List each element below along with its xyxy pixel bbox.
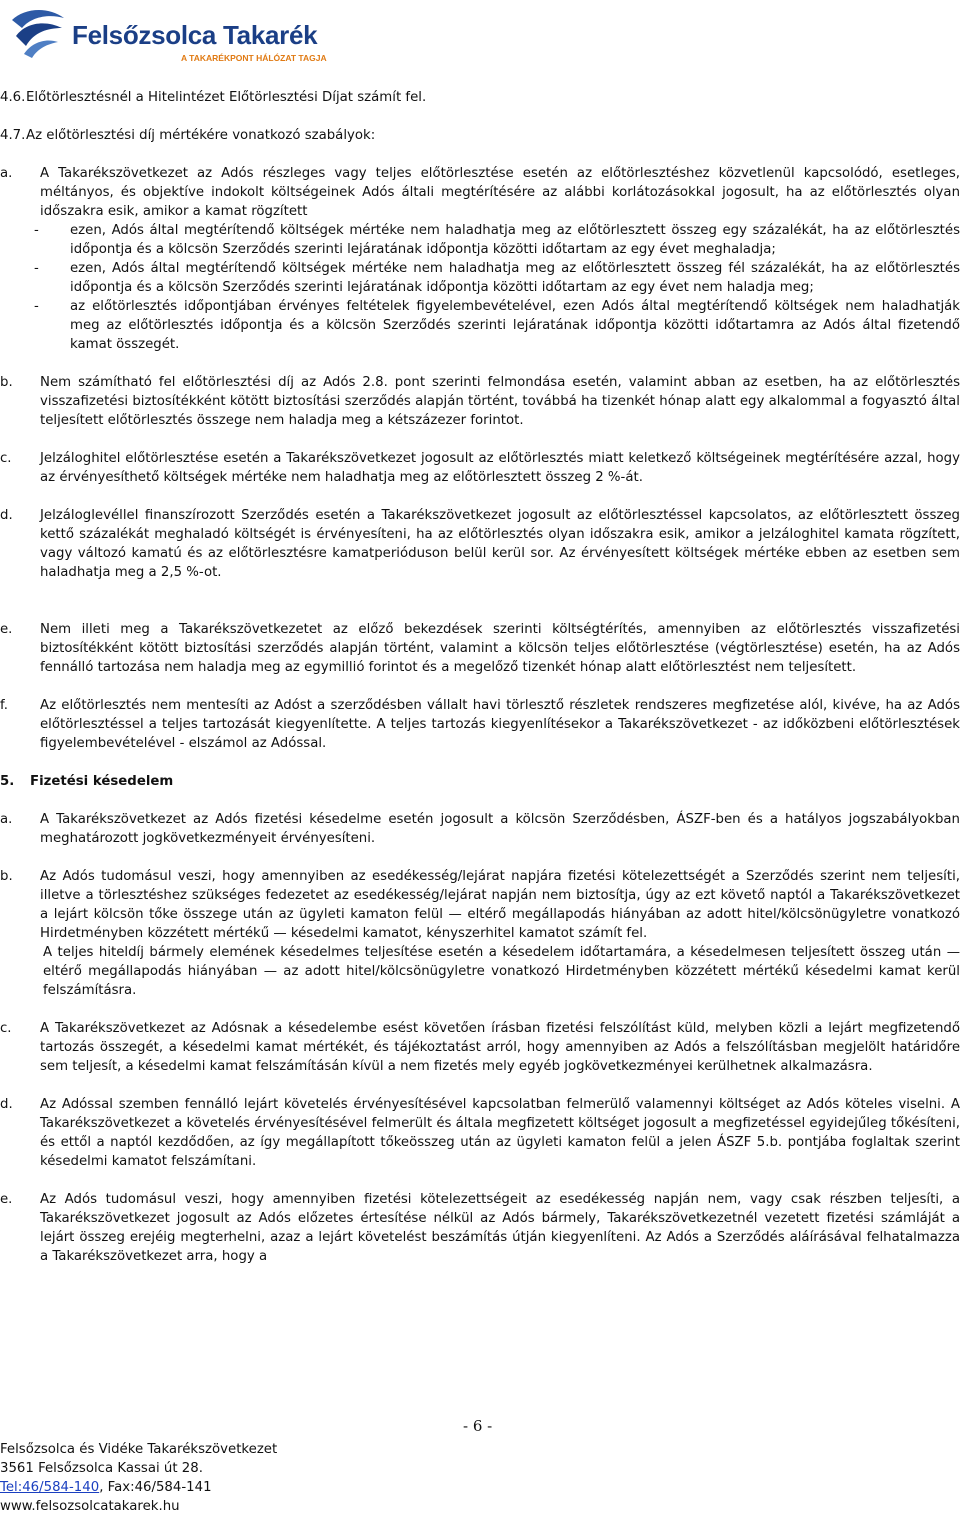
clause-b: b. Nem számítható fel előtörlesztési díj az Adós 2.8. pont szerinti felmondása esetén, valamint abban az esetben, ha az előtörlesztés visszafizetési biztosítékként kötött biztosítási szerződés alapján történt, továbbá ha tizenkét hónap alatt egy alkalommal a fogyasztó által teljesített előtörlesztés összege nem haladja meg a kétszázezer forintot. (0, 375, 960, 428)
logo-tagline: A TAKARÉKPONT HÁLÓZAT TAGJA (181, 53, 327, 63)
clause-a-dash-3: - az előtörlesztés időpontjában érvényes feltételek figyelembevételével, ezen Adós által megtérítendő költségek nem haladhatják meg az előtörlesztés időpontja és a kölcsön Szerződés szerinti lejáratának időpontja közötti időtartamra az Adós által fizetendő kamat összegét. (34, 299, 960, 352)
logo-brand-name: Felsőzsolca Takarék (72, 20, 318, 50)
section-5-clause-e: e. Az Adós tudomásul veszi, hogy amennyiben fizetési kötelezettségeit az esedékesség napján nem, vagy csak részben teljesíti, a Takarékszövetkezet jogosult az Adós előzetes értesítése nélkül az Adós bármely, Takarékszövetkezetnél vezetett fizetési számláját a lejárt összeg erejéig megterhelni, azaz a lejárt követelést beszámítás útján kiegyenlíteni. Az Adós a Szerződés aláírásával felhatalmazza a Takarékszövetkezet arra, hogy a (0, 1192, 960, 1264)
bird-swoosh-icon (8, 8, 68, 60)
section-5-heading: 5. Fizetési késedelem (0, 774, 174, 789)
section-5-clause-d: d. Az Adóssal szemben fennálló lejárt követelés érvényesítésével kapcsolatban felmerülő valamennyi költséget az Adós köteles viselni. A Takarékszövetkezet a követelés érvényesítésével felmerült és általa megfizetett költséget jogosult a megfizetéssel egyidejűleg tőkésíteni, és ettől a naptól kezdődően, az így megállapított tőkeösszeg után az ügyleti kamaton felül a jelen ÁSZF 5.b. pontjába foglaltak szerint késedelmi kamatot felszámítani. (0, 1097, 960, 1169)
footer-fax: , Fax:46/584-141 (99, 1480, 212, 1495)
page-footer (0, 1440, 420, 1516)
section-5-clause-a: a. A Takarékszövetkezet az Adós fizetési késedelme esetén jogosult a kölcsön Szerződésben, ÁSZF-ben és a hatályos jogszabályokban meghatározott jogkövetkezményeit érvényesíteni. (0, 812, 960, 846)
footer-contact (0, 1478, 420, 1497)
clause-a-dash-2: - ezen, Adós által megtérítendő költségek mértéke nem haladhatja meg az előtörlesztett összeg fél százalékát, ha az előtörlesztés időpontja és a kölcsön Szerződés szerinti lejáratának időpontja közötti időtartam az egy évet nem haladja meg; (34, 261, 960, 295)
clause-4-6: 4.6.Előtörlesztésnél a Hitelintézet Előtörlesztési Díjat számít fel. (0, 90, 427, 105)
clause-e: e. Nem illeti meg a Takarékszövetkezetet az előző bekezdések szerinti költségtérítés, amennyiben az előtörlesztés visszafizetési biztosítékként kötött biztosítási szerződés alapján történt, valamint a kölcsön teljes előtörlesztése (végtörlesztése) esetén, ha az Adós fennálló tartozása nem haladja meg az egymillió forintot és a megelőző tizenkét hónap alatt előtörlesztést nem teljesített. (0, 622, 960, 675)
footer-phone-link[interactable]: Tel:46/584-140 (0, 1480, 100, 1495)
footer-website[interactable]: www.felsozsolcatakarek.hu (0, 1499, 180, 1514)
section-5-clause-b: b. Az Adós tudomásul veszi, hogy amennyiben az esedékesség/lejárat napjára fizetési kötelezettségét a Szerződés szerint nem teljesíti, illetve a törlesztéshez szükséges fedezetet az esedékesség/lejárat napján nem biztosítja, úgy az ezt követő naptól a Takarékszövetkezet a lejárt kölcsön tőke összege után az ügyleti kamaton felül — eltérő megállapodás hiányában az adott hitel/kölcsönügyletre vonatkozó Hirdetményben közzétett mértékű — késedelmi kamatot, kényszerhitel kamatot számít fel. (0, 869, 960, 941)
footer-address: 3561 Felsőzsolca Kassai út 28. (0, 1461, 203, 1476)
company-logo (8, 8, 338, 70)
footer-company-name: Felsőzsolca és Vidéke Takarékszövetkezet (0, 1442, 278, 1457)
clause-a-dash-1: - ezen, Adós által megtérítendő költségek mértéke nem haladhatja meg az előtörlesztett összeg egy százalékát, ha az előtörlesztés időpontja és a kölcsön Szerződés szerinti lejáratának időpontja közötti időtartam az egy évet meghaladja; (34, 223, 960, 257)
clause-a: a. A Takarékszövetkezet az Adós részleges vagy teljes előtörlesztése esetén az előtörlesztéshez közvetlenül kapcsolódó, esetleges, méltányos, és objektíve indokolt költségeinek Adós általi megtérítésére az alábbi korlátozásokkal jogosult, ha az előtörlesztés olyan időszakra esik, amikor a kamat rögzített (0, 166, 960, 219)
page-number: - 6 - (463, 1417, 493, 1435)
clause-f: f. Az előtörlesztés nem mentesíti az Adóst a szerződésben vállalt havi törlesztő részletek rendszeres megfizetése alól, kivéve, ha az Adós előtörlesztéssel a teljes tartozását kiegyenlítette. A teljes tartozás kiegyenlítésekor a Takarékszövetkezet - az időközbeni előtörlesztések figyelembevételével - elszámol az Adóssal. (0, 698, 960, 751)
clause-c: c. Jelzáloghitel előtörlesztése esetén a Takarékszövetkezet jogosult az előtörlesztés miatt keletkező költségeinek megtérítésére azzal, hogy az érvényesíthető költségek mértéke nem haladhatja meg az előtörlesztett összeg 2 %-át. (0, 451, 960, 485)
section-5-clause-c: c. A Takarékszövetkezet az Adósnak a késedelembe esést követően írásban fizetési felszólítást küld, melyben közli a lejárt megfizetendő tartozás összegét, a késedelmi kamat mértékét, és tájékoztatást arról, hogy amennyiben az Adós a felszólításban megjelölt határidőre sem teljesít, a késedelmi kamat felszámításán kívül a nem fizetés mely egyéb jogkövetkezményei kerülhetnek alkalmazásra. (0, 1021, 960, 1074)
document-body (0, 88, 960, 1266)
clause-4-7: 4.7.Az előtörlesztési díj mértékére vonatkozó szabályok: (0, 128, 376, 143)
clause-d: d. Jelzáloglevéllel finanszírozott Szerződés esetén a Takarékszövetkezet jogosult az előtörlesztéssel kapcsolatos, az előtörlesztett összeg kettő százalékát meghaladó költségét is érvényesíteni, ha az előtörlesztés olyan időszakra esik, amikor a jelzáloghitel kamata rögzített, vagy változó kamatú és az előtörlesztésre kamatperióduson belül kerül sor. Az érvényesített költségek mértéke ebben az esetben sem haladhatja meg a 2,5 %-ot. (0, 508, 960, 580)
section-5-clause-b-extra: A teljes hiteldíj bármely elemének késedelmes teljesítése esetén a késedelem időtartamára, a késedelmesen teljesített összeg után — eltérő megállapodás hiányában — az adott hitel/kölcsönügyletre vonatkozó Hirdetményben közzétett mértékű késedelmi kamat kerül felszámításra. (43, 945, 960, 998)
